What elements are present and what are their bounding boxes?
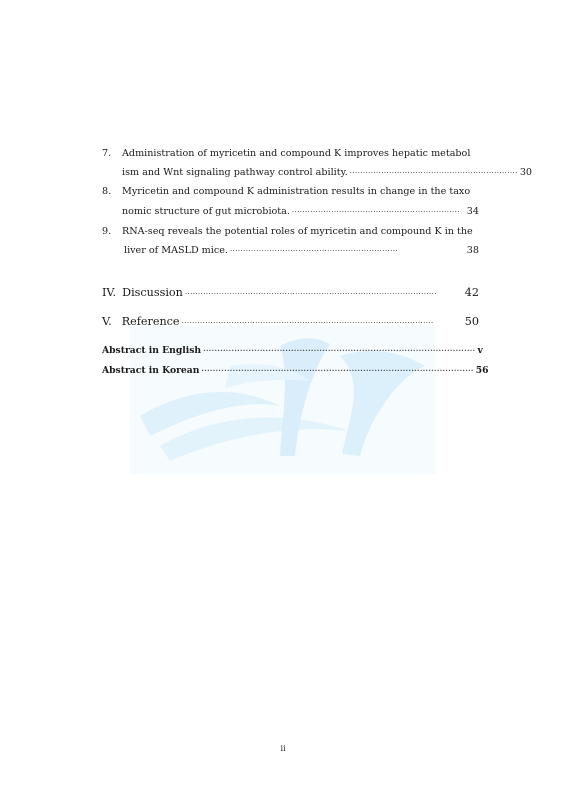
page-number-footer: ii — [280, 744, 286, 753]
toc-abstract-korean[interactable] — [102, 364, 489, 378]
toc-abstract-title: Abstract in English — [102, 345, 202, 356]
toc-page-number: 50 — [464, 315, 479, 328]
toc-item-title-line1: Administration of myricetin and compound K improves hepatic metabol — [122, 148, 471, 159]
toc-item-title-line2: ism and Wnt signaling pathway control ability. — [122, 167, 348, 178]
toc-page-number: v — [477, 345, 483, 356]
toc-item-7-line2[interactable] — [122, 166, 533, 180]
toc-leader-dots: ································································································ — [203, 346, 476, 355]
toc-page-number: 42 — [464, 286, 479, 299]
toc-chapter-title: Discussion — [122, 286, 183, 299]
toc-item-number: 9. — [102, 226, 112, 237]
toc-leader-dots: ································································································ — [201, 366, 474, 375]
toc-item-title-line2: nomic structure of gut microbiota. — [122, 206, 290, 217]
toc-item-number: 7. — [102, 148, 112, 159]
toc-abstract-title: Abstract in Korean — [102, 365, 200, 376]
toc-item-9-line2[interactable] — [124, 244, 479, 258]
toc-item-8-line2[interactable] — [122, 205, 479, 219]
toc-abstract-english[interactable] — [102, 344, 483, 358]
toc-leader-dots: ································································································ — [181, 319, 434, 327]
toc-chapter-title: Reference — [121, 315, 180, 328]
toc-page-number: 38 — [466, 245, 479, 256]
toc-page-number: 34 — [466, 206, 479, 217]
toc-chapter-number: V. — [102, 315, 112, 328]
toc-item-number: 8. — [102, 186, 112, 197]
toc-leader-dots: ································································ — [229, 247, 398, 255]
toc-item-title-line2: liver of MASLD mice. — [124, 245, 228, 256]
toc-leader-dots: ································································································ — [184, 290, 437, 298]
toc-leader-dots: ································································ — [291, 208, 460, 216]
toc-item-title-line1: Myricetin and compound K administration results in change in the taxo — [122, 186, 471, 197]
toc-chapter-reference[interactable] — [102, 315, 479, 330]
toc-leader-dots: ································································ — [349, 169, 518, 177]
toc-item-title-line1: RNA-seq reveals the potential roles of myricetin and compound K in the — [122, 226, 473, 237]
toc-chapter-discussion[interactable] — [102, 286, 479, 301]
toc-chapter-number: IV. — [102, 286, 117, 299]
toc-page-number: 56 — [475, 365, 489, 376]
toc-page-number: 30 — [519, 167, 533, 178]
